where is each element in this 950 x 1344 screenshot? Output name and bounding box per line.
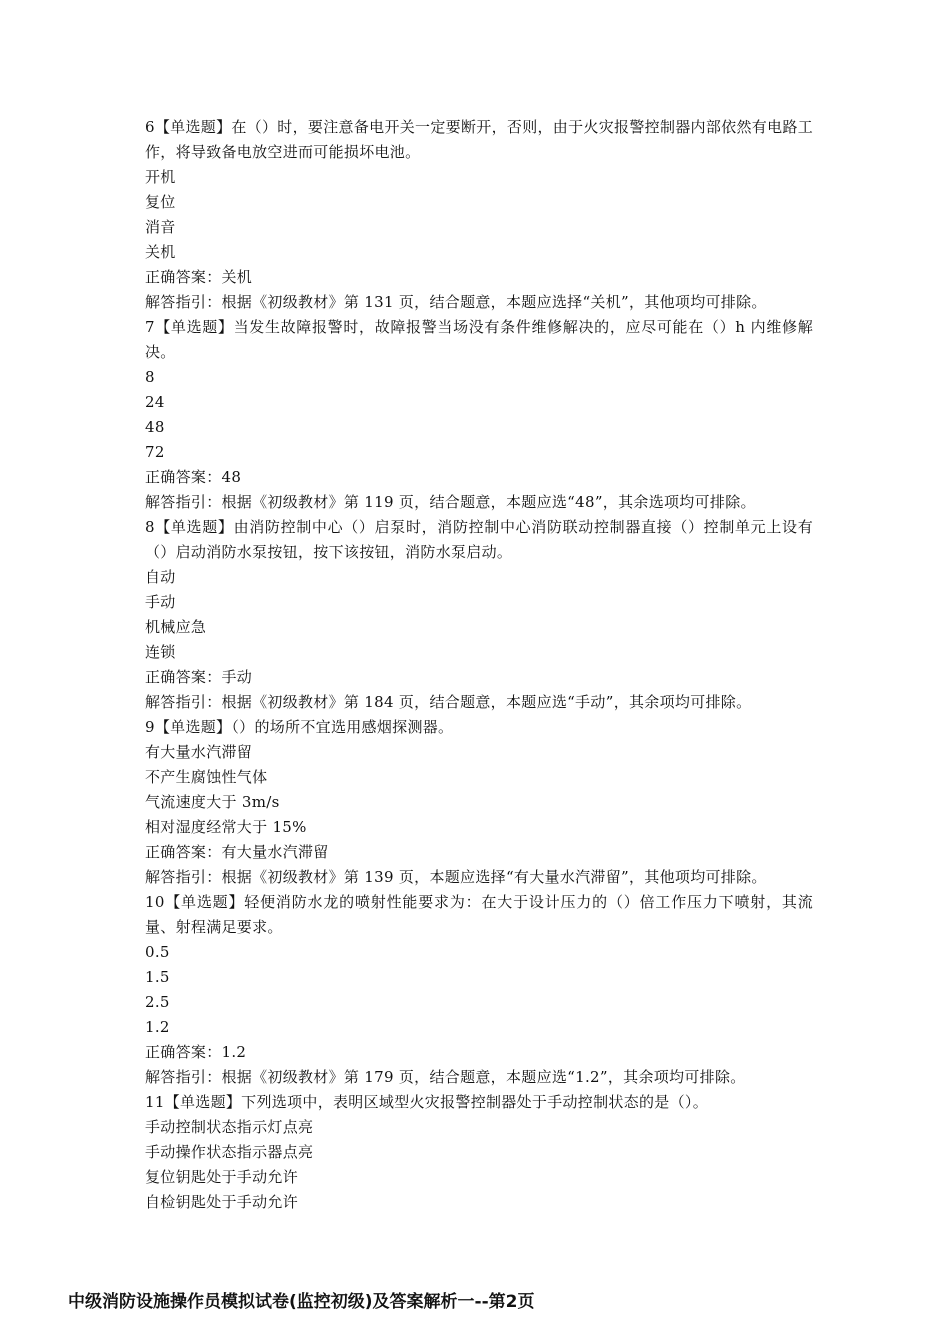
option: 1.5 [145, 968, 170, 986]
option: 相对湿度经常大于 15% [145, 818, 307, 836]
question-text: 8【单选题】由消防控制中心（）启泵时，消防控制中心消防联动控制器直接（）控制单元上设有（）启动消防水泵按钮，按下该按钮，消防水泵启动。 [145, 518, 813, 561]
answer-explanation: 解答指引：根据《初级教材》第 119 页，结合题意，本题应选“48”，其余选项均可排除。 [145, 493, 756, 511]
option: 复位钥匙处于手动允许 [145, 1168, 299, 1186]
correct-answer: 正确答案：1.2 [145, 1043, 247, 1061]
question-item [145, 115, 813, 315]
option: 有大量水汽滞留 [145, 743, 253, 761]
option: 气流速度大于 3m/s [145, 793, 280, 811]
question-item [145, 715, 813, 890]
page-footer: 中级消防设施操作员模拟试卷(监控初级)及答案解析一--第2页 [68, 1292, 535, 1312]
answer-explanation: 解答指引：根据《初级教材》第 131 页，结合题意，本题应选择“关机”，其他项均可排除。 [145, 293, 767, 311]
option: 消音 [145, 218, 176, 236]
option: 1.2 [145, 1018, 170, 1036]
option: 复位 [145, 193, 176, 211]
option: 2.5 [145, 993, 170, 1011]
correct-answer: 正确答案：关机 [145, 268, 253, 286]
option: 手动控制状态指示灯点亮 [145, 1118, 314, 1136]
option: 手动 [145, 593, 176, 611]
option: 机械应急 [145, 618, 207, 636]
option: 0.5 [145, 943, 170, 961]
question-item [145, 890, 813, 1090]
question-item [145, 1090, 813, 1215]
question-text: 6【单选题】在（）时，要注意备电开关一定要断开，否则，由于火灾报警控制器内部依然有电路工作，将导致备电放空进而可能损坏电池。 [145, 118, 813, 161]
answer-explanation: 解答指引：根据《初级教材》第 184 页，结合题意，本题应选“手动”，其余项均可排除。 [145, 693, 752, 711]
option: 自检钥匙处于手动允许 [145, 1193, 299, 1211]
option: 连锁 [145, 643, 176, 661]
option: 24 [145, 393, 165, 411]
option: 手动操作状态指示器点亮 [145, 1143, 314, 1161]
option: 自动 [145, 568, 176, 586]
option: 8 [145, 368, 155, 386]
option: 开机 [145, 168, 176, 186]
option: 关机 [145, 243, 176, 261]
question-list [145, 115, 813, 1215]
question-text: 9【单选题】（）的场所不宜选用感烟探测器。 [145, 718, 454, 736]
correct-answer: 正确答案：有大量水汽滞留 [145, 843, 329, 861]
correct-answer: 正确答案：48 [145, 468, 242, 486]
answer-explanation: 解答指引：根据《初级教材》第 139 页，本题应选择“有大量水汽滞留”，其他项均可排除。 [145, 868, 767, 886]
question-text: 10【单选题】轻便消防水龙的喷射性能要求为：在大于设计压力的（）倍工作压力下喷射，其流量、射程满足要求。 [145, 893, 813, 936]
answer-explanation: 解答指引：根据《初级教材》第 179 页，结合题意，本题应选“1.2”，其余项均可排除。 [145, 1068, 746, 1086]
option: 72 [145, 443, 165, 461]
option: 48 [145, 418, 165, 436]
correct-answer: 正确答案：手动 [145, 668, 253, 686]
question-item [145, 515, 813, 715]
question-item [145, 315, 813, 515]
question-text: 7【单选题】当发生故障报警时，故障报警当场没有条件维修解决的，应尽可能在（）h 内维修解决。 [145, 318, 813, 361]
question-text: 11【单选题】下列选项中，表明区域型火灾报警控制器处于手动控制状态的是（）。 [145, 1093, 708, 1111]
option: 不产生腐蚀性气体 [145, 768, 268, 786]
